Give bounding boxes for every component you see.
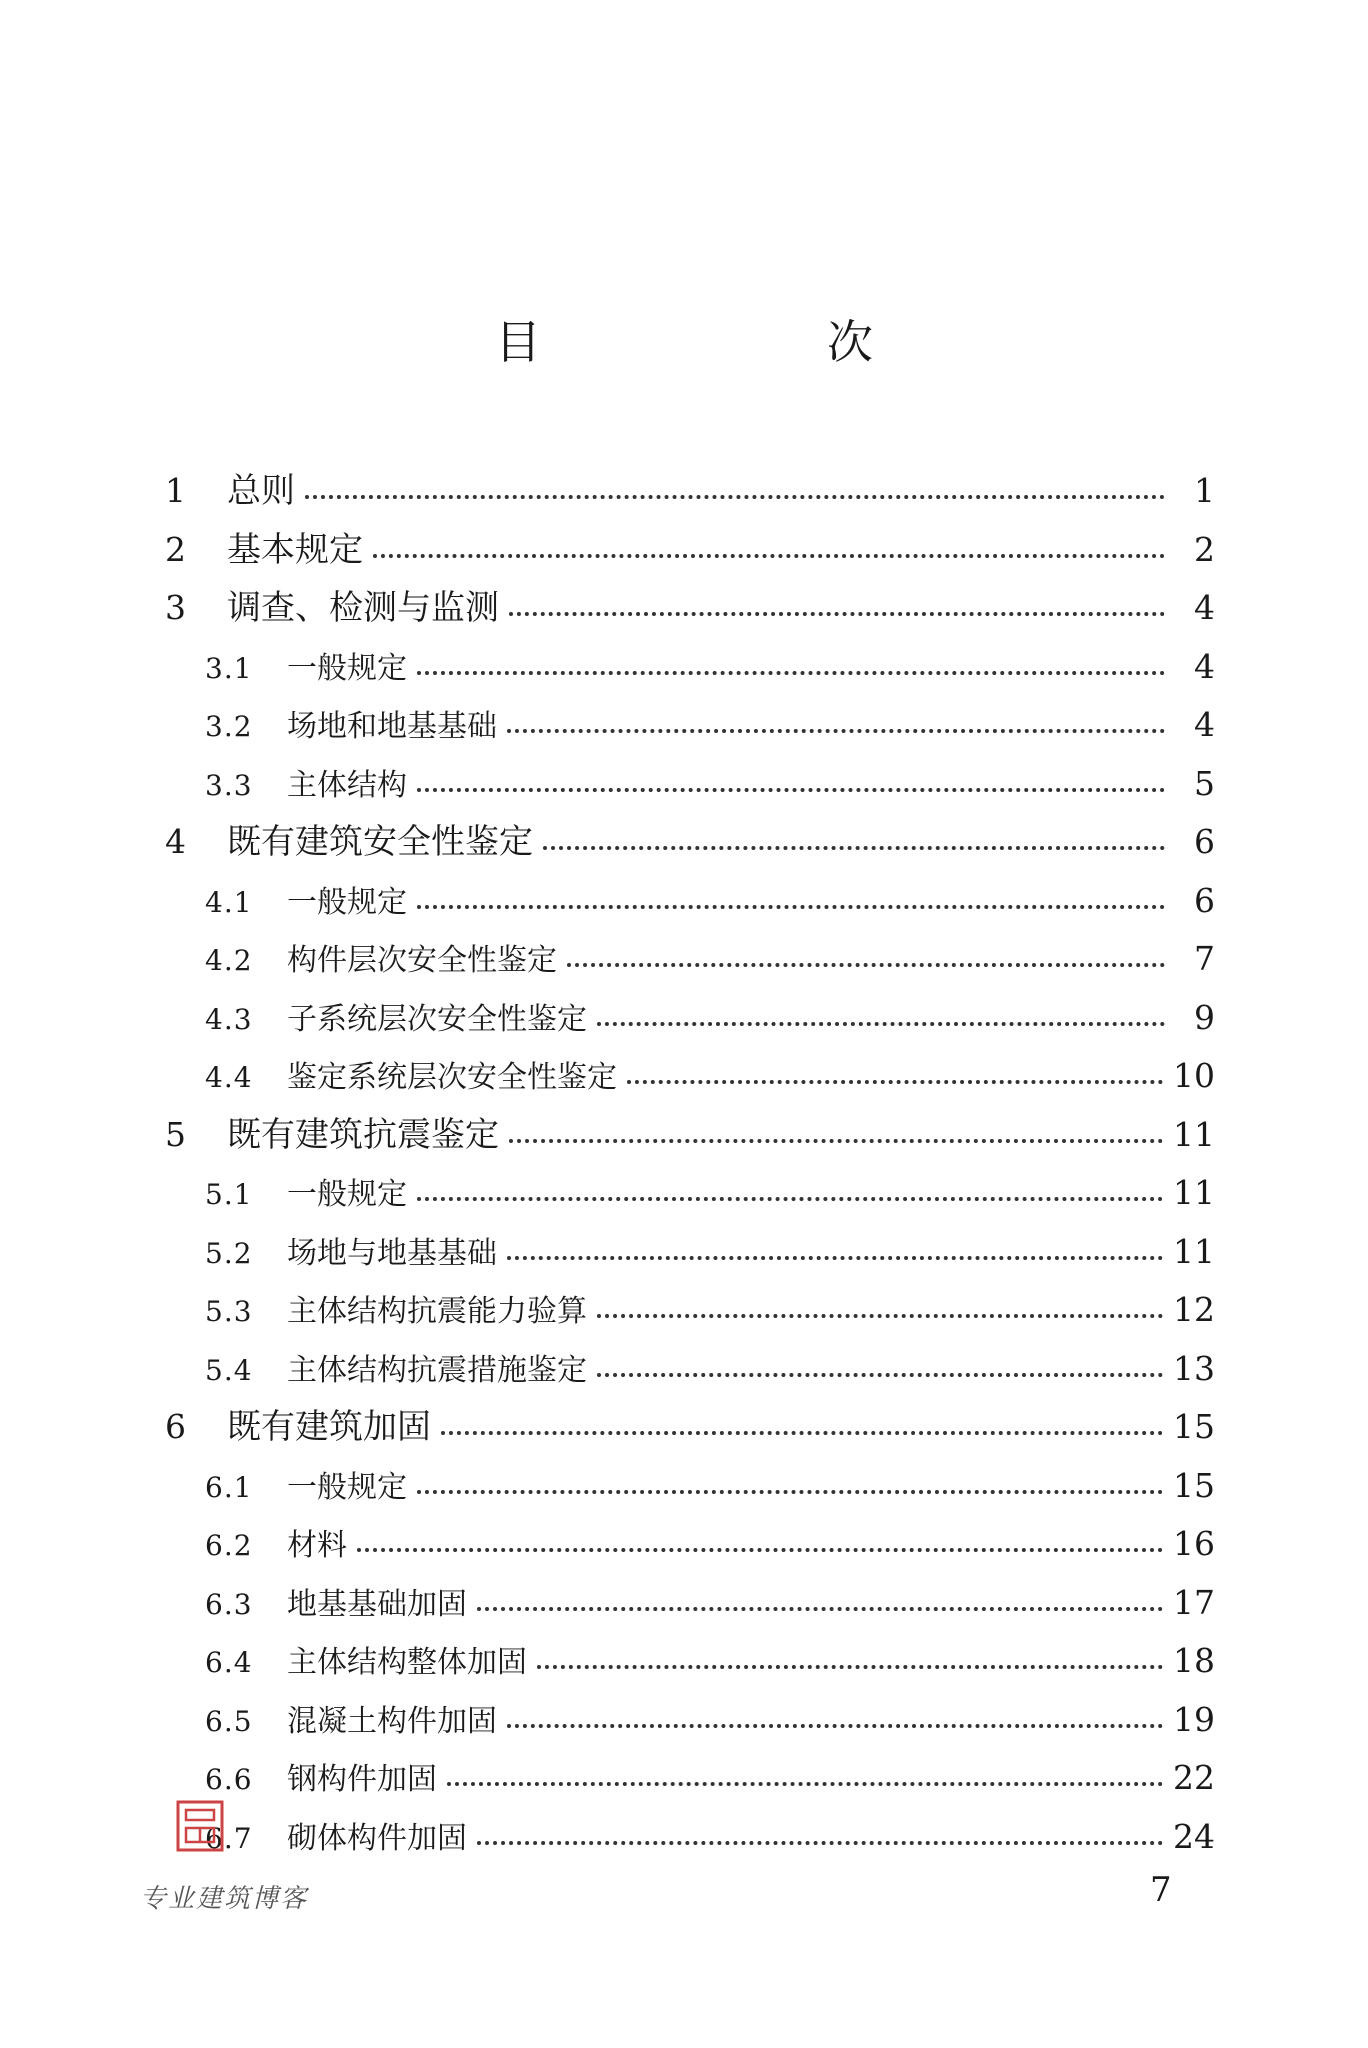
toc-entry-number: 3.2 [205,710,253,743]
table-of-contents [165,462,1215,1866]
toc-entry-number: 2 [165,529,186,569]
toc-entry [165,1281,1215,1340]
dot-leader [417,1197,1163,1201]
toc-entry-page: 5 [1194,763,1215,803]
toc-entry-number: 5.2 [205,1236,253,1270]
toc-entry-label: 一般规定 [287,1469,407,1505]
toc-entry [165,1574,1215,1633]
dot-leader [537,1665,1163,1669]
dot-leader [417,788,1165,792]
toc-entry-label: 主体结构整体加固 [287,1645,527,1680]
dot-leader [597,1314,1163,1318]
toc-entry-page: 16 [1173,1524,1215,1563]
page-number: 7 [1150,1870,1172,1910]
dot-leader [417,671,1165,675]
toc-entry-number: 3.3 [205,768,253,802]
toc-entry-number: 1 [165,471,186,510]
dot-leader [417,905,1165,909]
toc-entry-label: 场地与地基基础 [287,1235,497,1271]
toc-entry-page: 11 [1173,1173,1215,1212]
toc-entry-page: 4 [1194,705,1215,744]
toc-entry-label: 构件层次安全性鉴定 [287,943,557,978]
toc-entry-page: 17 [1173,1582,1215,1622]
toc-entry [165,1223,1215,1282]
toc-entry-number: 3 [165,588,186,627]
dot-leader [305,495,1165,499]
toc-entry [165,930,1215,989]
toc-entry-number: 6.4 [205,1646,253,1679]
toc-entry-page: 7 [1194,939,1215,978]
toc-entry [165,1808,1215,1867]
toc-entry-label: 总则 [227,471,295,511]
toc-entry-page: 10 [1173,1056,1215,1095]
toc-entry-number: 3.1 [205,651,253,685]
toc-entry-label: 钢构件加固 [287,1762,437,1797]
dot-leader [477,1607,1163,1611]
dot-leader [627,1080,1163,1084]
toc-entry-number: 4.2 [205,944,253,977]
dot-leader [509,612,1165,616]
toc-entry-number: 6.1 [205,1470,253,1504]
toc-entry-page: 11 [1173,1231,1215,1271]
dot-leader [447,1782,1163,1786]
toc-entry-page: 24 [1173,1816,1215,1856]
page-title: 目 次 [495,315,993,369]
toc-entry [165,872,1215,931]
toc-entry-page: 6 [1194,880,1215,920]
toc-entry-label: 基本规定 [227,529,363,570]
toc-entry-number: 4.3 [205,1002,253,1036]
toc-entry-number: 5 [165,1114,186,1154]
toc-entry-label: 既有建筑安全性鉴定 [227,822,533,862]
toc-entry-page: 4 [1194,646,1215,686]
toc-entry [165,1632,1215,1691]
toc-entry-page: 1 [1194,471,1215,510]
toc-entry-page: 12 [1173,1290,1215,1329]
toc-entry-page: 9 [1194,997,1215,1037]
dot-leader [507,1724,1163,1728]
toc-entry-page: 15 [1173,1465,1215,1505]
toc-entry-label: 调查、检测与监测 [227,588,499,628]
toc-entry-page: 13 [1173,1348,1215,1388]
toc-entry-number: 5.1 [205,1178,253,1211]
toc-entry [165,1749,1215,1808]
dot-leader [597,1373,1163,1377]
toc-entry [165,755,1215,814]
toc-entry [165,638,1215,697]
toc-entry [165,1164,1215,1223]
toc-entry [165,1398,1215,1457]
toc-entry [165,1047,1215,1106]
dot-leader [543,846,1165,850]
toc-entry [165,696,1215,755]
toc-entry-label: 场地和地基基础 [287,709,497,744]
toc-entry-page: 15 [1173,1407,1215,1446]
toc-entry-label: 鉴定系统层次安全性鉴定 [287,1060,617,1095]
toc-entry [165,1340,1215,1399]
toc-entry-page: 22 [1173,1758,1215,1797]
toc-entry-page: 4 [1194,588,1215,627]
toc-entry-number: 4 [165,822,186,861]
toc-entry [165,521,1215,580]
dot-leader [509,1139,1163,1143]
toc-entry-number: 5.4 [205,1353,253,1387]
toc-entry [165,1515,1215,1574]
toc-entry-number: 4.1 [205,885,253,919]
toc-entry-page: 6 [1194,822,1215,861]
dot-leader [507,729,1165,733]
dot-leader [477,1841,1163,1845]
dot-leader [597,1022,1165,1026]
toc-entry-label: 混凝土构件加固 [287,1703,497,1739]
dot-leader [357,1548,1163,1552]
toc-entry-label: 一般规定 [287,884,407,920]
toc-entry-label: 既有建筑抗震鉴定 [227,1114,499,1155]
toc-entry [165,1106,1215,1165]
toc-entry-label: 材料 [287,1528,347,1563]
toc-entry-page: 18 [1173,1641,1215,1680]
toc-entry-label: 既有建筑加固 [227,1407,431,1447]
toc-entry-number: 5.3 [205,1295,253,1328]
toc-entry-page: 2 [1194,529,1215,569]
watermark-text: 专业建筑博客 [140,1884,309,1914]
toc-entry-label: 主体结构 [287,767,407,803]
toc-entry-page: 11 [1173,1114,1215,1154]
toc-entry-number: 6.2 [205,1529,253,1562]
toc-entry [165,1457,1215,1516]
toc-entry-page: 19 [1173,1699,1215,1739]
toc-entry-label: 砌体构件加固 [287,1820,467,1856]
toc-entry-label: 子系统层次安全性鉴定 [287,1001,587,1037]
toc-entry-label: 地基基础加固 [287,1586,467,1622]
toc-entry-label: 主体结构抗震能力验算 [287,1294,587,1329]
toc-entry [165,989,1215,1048]
toc-entry-number: 4.4 [205,1061,253,1094]
toc-entry-label: 主体结构抗震措施鉴定 [287,1352,587,1388]
toc-entry-number: 6.6 [205,1763,253,1796]
toc-entry [165,813,1215,872]
toc-entry [165,462,1215,521]
toc-entry-label: 一般规定 [287,1177,407,1212]
dot-leader [441,1431,1163,1435]
toc-entry-number: 6 [165,1407,186,1446]
dot-leader [373,554,1165,558]
toc-entry-number: 6.3 [205,1587,253,1621]
toc-entry [165,579,1215,638]
toc-entry [165,1691,1215,1750]
dot-leader [567,963,1165,967]
toc-entry-label: 一般规定 [287,650,407,686]
dot-leader [417,1490,1163,1494]
dot-leader [507,1256,1163,1260]
toc-entry-number: 6.5 [205,1704,253,1738]
toc-entry-number: 6.7 [205,1821,253,1855]
seal-stamp-icon [176,1800,224,1852]
